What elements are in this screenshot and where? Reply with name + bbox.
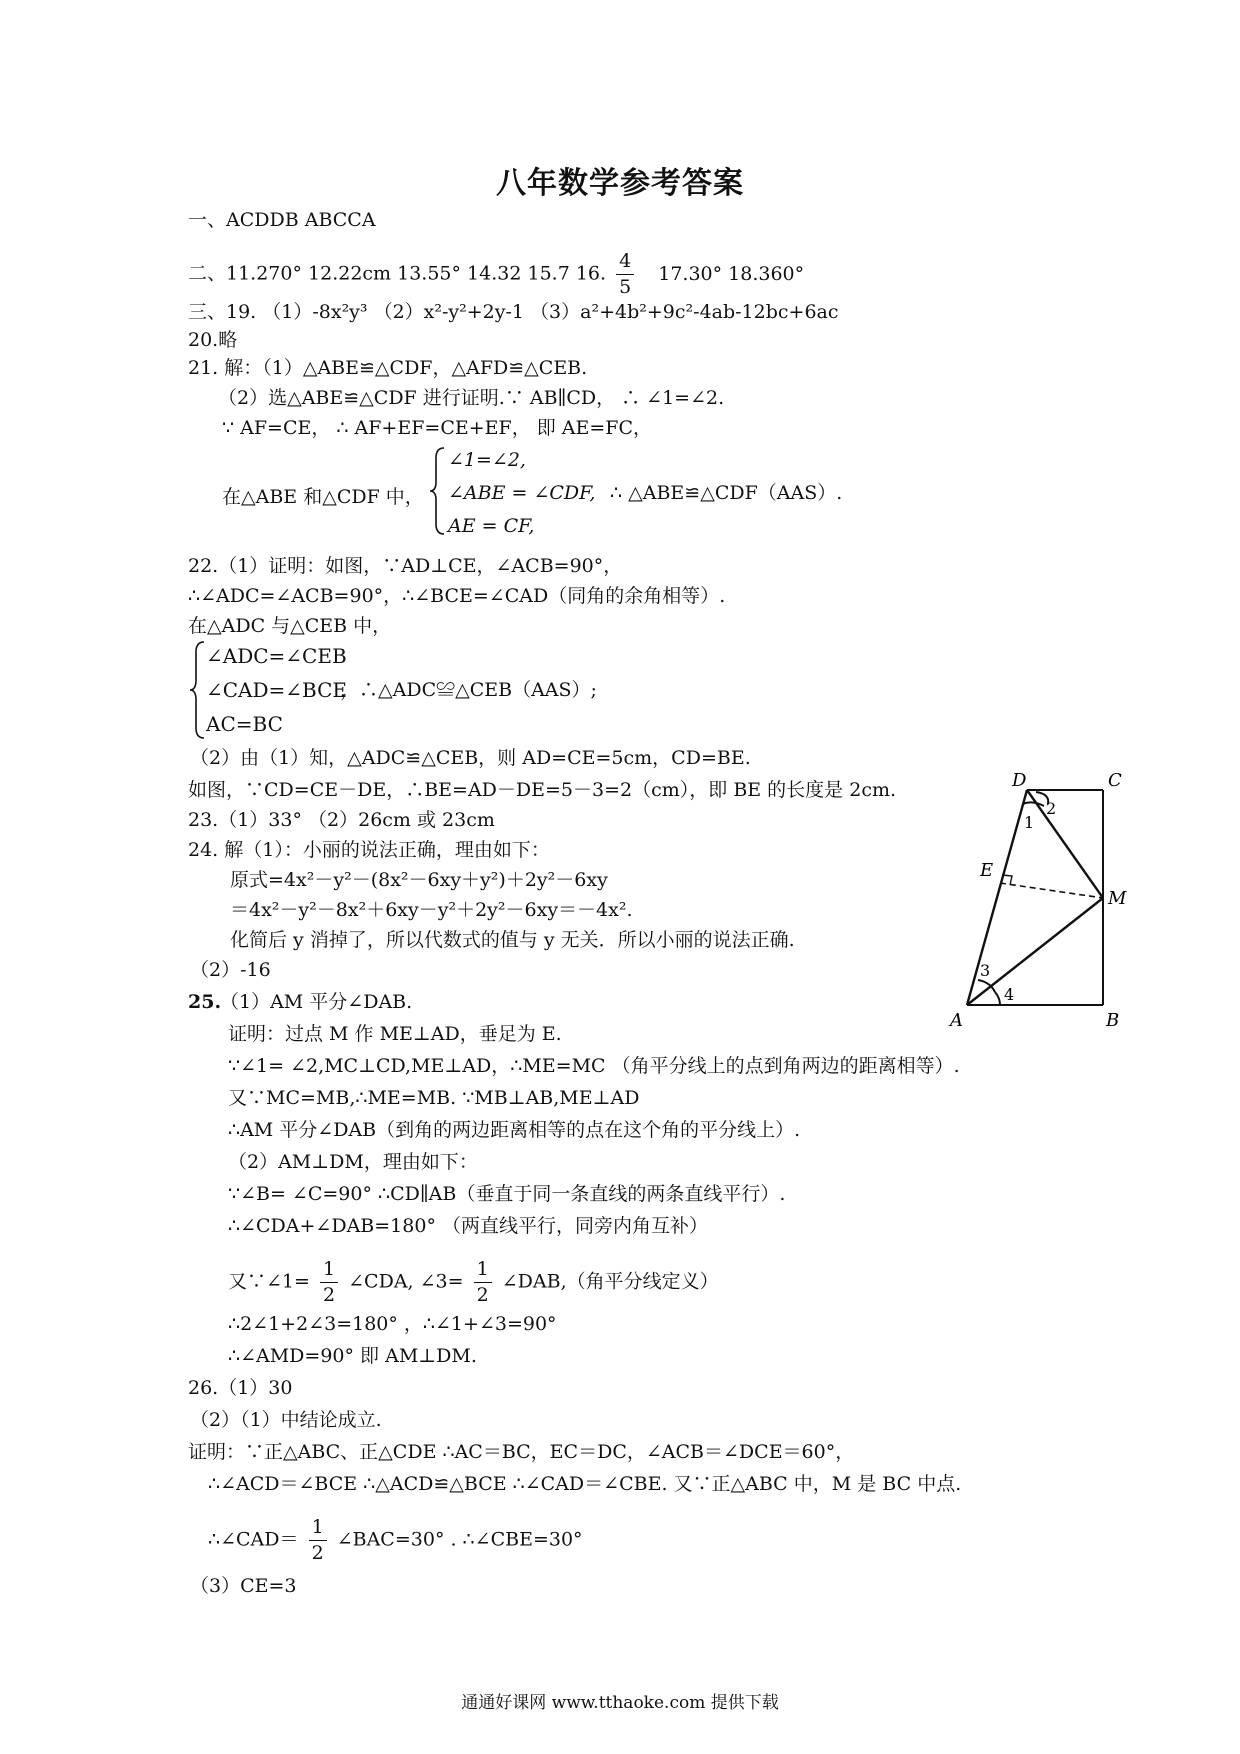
system-21-eq1: ∠1=∠2, — [448, 449, 526, 471]
half-line-part3: ∠DAB,（角平分线定义） — [501, 1270, 719, 1293]
angle-arc-d — [1023, 802, 1044, 806]
segment-em-dashed — [1000, 883, 1103, 898]
fraction-one-half-a — [320, 1260, 338, 1305]
section-2-suffix: 17.30° 18.360° — [658, 262, 805, 285]
answer-21-system-lead: 在△ABE 和△CDF 中， — [222, 486, 424, 508]
angle-arc-a-2 — [995, 992, 1000, 1005]
answer-21-heading: 21. 解：（1）△ABE≌△CDF，△AFD≌△CEB. — [188, 357, 588, 379]
fraction-one-half-c — [309, 1518, 327, 1563]
answer-section-2 — [188, 252, 804, 297]
answer-20: 20.略 — [188, 329, 238, 351]
geometry-figure — [940, 770, 1140, 1040]
answer-21-line3: ∵ AF=CE， ∴ AF+EF=CE+EF， 即 AE=FC， — [222, 417, 653, 439]
answer-25-number: 25. — [188, 991, 222, 1013]
answer-25-line8: ∴∠CDA+∠DAB=180° （两直线平行，同旁内角互补） — [228, 1215, 708, 1237]
fraction-numerator: 1 — [320, 1260, 338, 1283]
half-line-part2: ∠CDA, ∠3= — [348, 1270, 464, 1293]
answer-25-line2: 证明：过点 M 作 ME⊥AD，垂足为 E. — [228, 1023, 562, 1045]
label-d: D — [1012, 770, 1027, 791]
answer-25-line5: ∴AM 平分∠DAB（到角的两边距离相等的点在这个角的平分线上）. — [228, 1119, 801, 1141]
answer-26-part2: （2）（1）中结论成立. — [190, 1409, 382, 1431]
answer-24-line4: 化简后 y 消掉了，所以代数式的值与 y 无关．所以小丽的说法正确. — [230, 929, 795, 951]
fraction-numerator: 4 — [616, 252, 634, 275]
fraction-four-fifths — [616, 252, 634, 297]
label-a: A — [950, 1010, 963, 1031]
answer-section-1: 一、ACDDB ABCCA — [188, 209, 376, 231]
system-22-eq3: AC=BC — [206, 712, 283, 736]
answer-22-part2-line2: 如图，∵CD=CE－DE，∴BE=AD－DE=5－3=2（cm），即 BE 的长度是 2cm. — [188, 779, 897, 801]
segment-dm — [1027, 790, 1103, 898]
answer-24-line3: ＝4x²－y²－8x²＋6xy－y²＋2y²－6xy＝－4x². — [230, 899, 633, 921]
answer-26-heading: 26.（1）30 — [188, 1377, 293, 1399]
angle-label-3: 3 — [980, 961, 991, 980]
answer-22-heading: 22.（1）证明：如图，∵AD⊥CE，∠ACB=90°， — [188, 555, 623, 577]
angle-label-1: 1 — [1024, 813, 1035, 832]
answer-25-line7: ∵∠B= ∠C=90° ∴CD∥AB（垂直于同一条直线的两条直线平行）. — [228, 1183, 786, 1205]
answer-25-line4: 又∵MC=MB,∴ME=MB. ∵MB⊥AB,ME⊥AD — [228, 1087, 640, 1109]
answer-24-heading: 24. 解（1）：小丽的说法正确，理由如下： — [188, 839, 550, 861]
fraction-denominator: 2 — [476, 1284, 489, 1306]
answer-25-heading: （1）AM 平分∠DAB. — [220, 991, 413, 1013]
angle-label-2: 2 — [1046, 799, 1057, 818]
answer-19: 三、19. （1）-8x²y³ （2）x²-y²+2y-1 （3）a²+4b²+9c²-4ab-12bc+6ac — [188, 301, 839, 323]
answer-26-proof-line2: ∴∠ACD＝∠BCE ∴△ACD≌△BCE ∴∠CAD＝∠CBE. 又∵正△ABC 中，M 是 BC 中点. — [208, 1473, 962, 1495]
answer-22-part2: （2）由（1）知，△ADC≌△CEB，则 AD=CE=5cm，CD=BE. — [190, 747, 751, 769]
q26-half-part1: ∴∠CAD＝ — [208, 1528, 299, 1551]
page-title: 八年数学参考答案 — [496, 166, 744, 201]
label-b: B — [1106, 1010, 1120, 1031]
half-line-part1: 又∵∠1= — [228, 1270, 310, 1293]
answer-25-half-line — [228, 1260, 719, 1305]
answer-26-part3: （3）CE=3 — [190, 1575, 297, 1597]
system-21-conclusion: ∴ △ABE≌△CDF（AAS）. — [610, 482, 843, 504]
answer-26-proof-line1: 证明：∵正△ABC、正△CDE ∴AC＝BC，EC＝DC，∠ACB＝∠DCE＝60°， — [188, 1441, 855, 1463]
answer-21-line2: （2）选△ABE≌△CDF 进行证明.∵ AB∥CD， ∴ ∠1=∠2. — [218, 387, 725, 409]
answer-25-line10: ∴2∠1+2∠3=180° ，∴∠1+∠3=90° — [228, 1313, 557, 1335]
answer-22-line3: 在△ADC 与△CEB 中， — [188, 615, 392, 637]
answer-25-part2: （2）AM⊥DM，理由如下： — [228, 1151, 478, 1173]
system-22-conclusion: ，∴△ADC≌△CEB（AAS）; — [340, 679, 597, 701]
answer-25-line3: ∵∠1= ∠2,MC⊥CD,ME⊥AD，∴ME=MC （角平分线上的点到角两边的距离相等）. — [228, 1055, 960, 1077]
system-22-eq2: ∠CAD=∠BCE — [206, 678, 348, 702]
answer-25-line11: ∴∠AMD=90° 即 AM⊥DM. — [228, 1345, 477, 1367]
label-e: E — [980, 860, 994, 881]
angle-label-4: 4 — [1004, 985, 1015, 1004]
answer-23: 23.（1）33° （2）26cm 或 23cm — [188, 809, 495, 831]
page-footer: 通通好课网 www.tthaoke.com 提供下载 — [461, 1693, 779, 1713]
q26-half-part2: ∠BAC=30° . ∴∠CBE=30° — [336, 1528, 583, 1551]
system-21-eq3: AE = CF, — [448, 515, 535, 537]
system-22-eq1: ∠ADC=∠CEB — [206, 644, 347, 668]
answer-26-half-line — [208, 1518, 583, 1563]
answer-22-line2: ∴∠ADC=∠ACB=90°，∴∠BCE=∠CAD（同角的余角相等）. — [188, 585, 726, 607]
segment-ad — [967, 790, 1027, 1005]
fraction-denominator: 2 — [322, 1284, 336, 1306]
fraction-denominator: 5 — [619, 276, 632, 298]
segment-am — [967, 898, 1103, 1005]
brace-21 — [428, 446, 448, 536]
fraction-denominator: 2 — [311, 1542, 324, 1564]
label-m: M — [1108, 888, 1127, 909]
fraction-numerator: 1 — [474, 1260, 492, 1283]
section-2-prefix: 二、11.270° 12.22cm 13.55° 14.32 15.7 16. — [188, 262, 607, 285]
fraction-one-half-b — [474, 1260, 492, 1305]
label-c: C — [1108, 770, 1122, 791]
system-21-eq2: ∠ABE = ∠CDF, — [448, 482, 596, 504]
fraction-numerator: 1 — [309, 1518, 327, 1541]
answer-24-part2: （2）-16 — [190, 959, 271, 981]
brace-22 — [188, 640, 208, 740]
answer-24-line2: 原式=4x²－y²－(8x²－6xy＋y²)＋2y²－6xy — [230, 869, 608, 891]
